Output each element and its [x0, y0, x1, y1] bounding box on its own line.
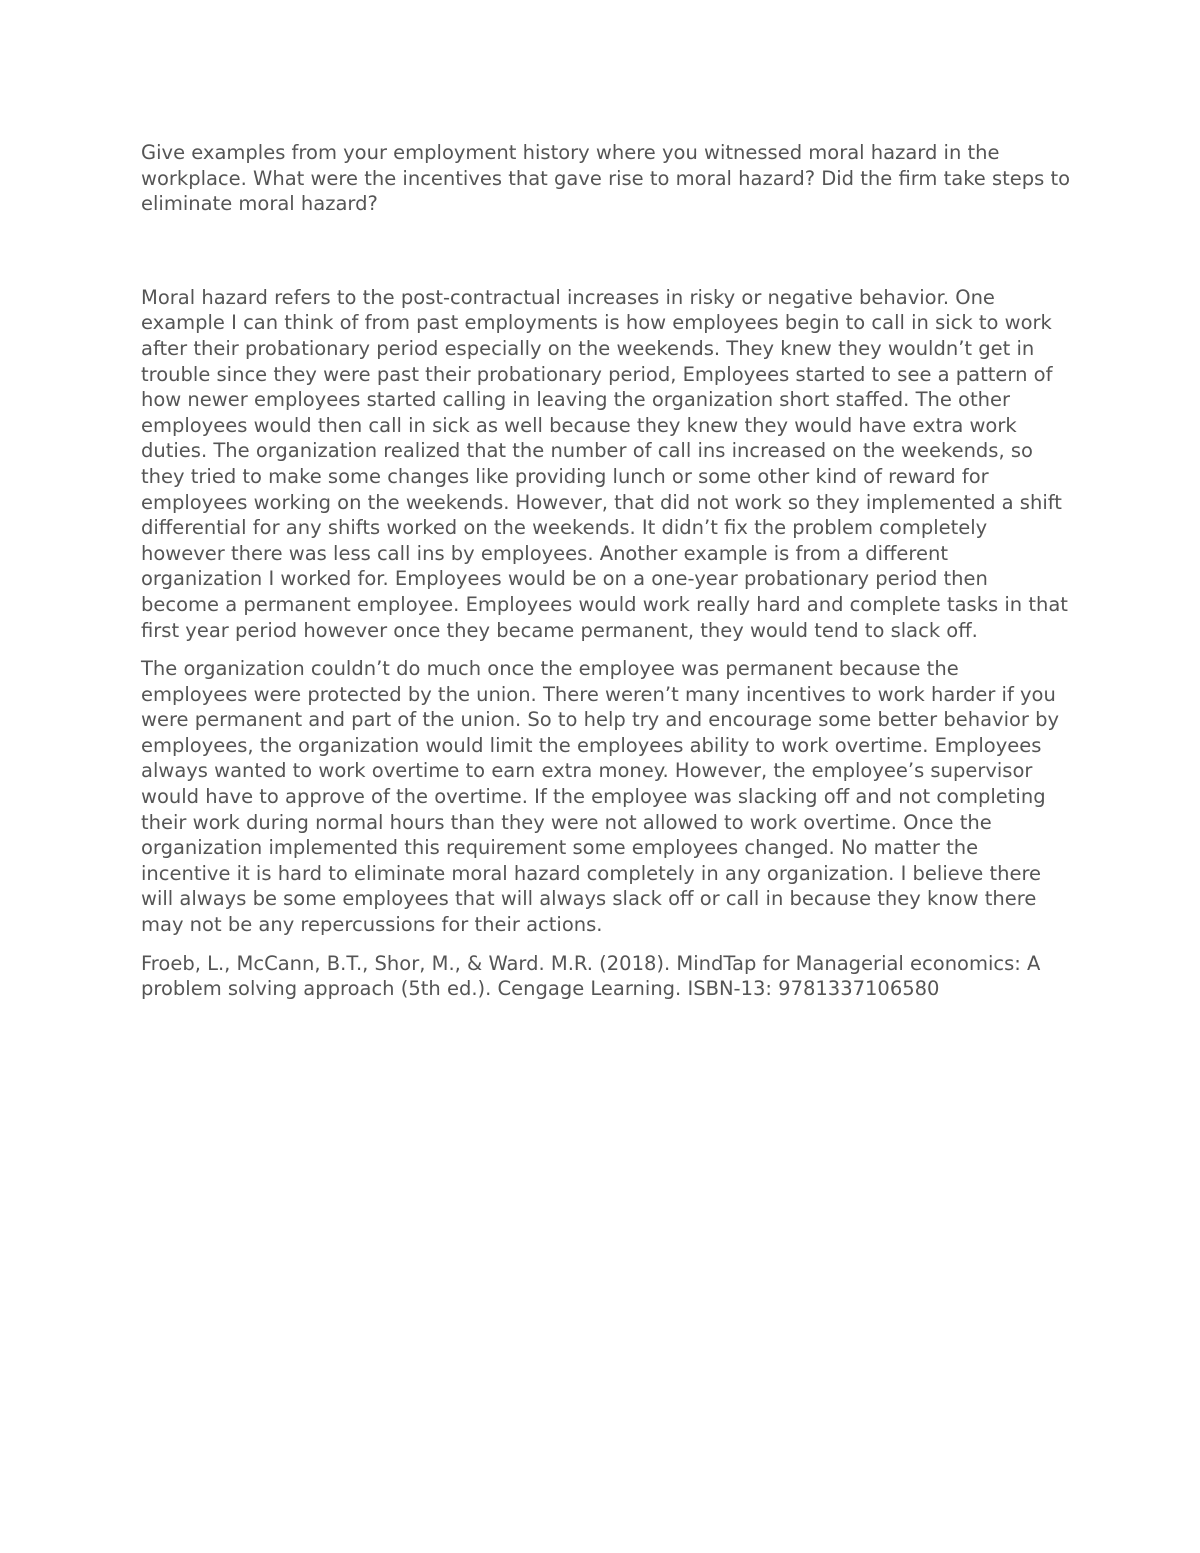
answer-paragraph-2: The organization couldn’t do much once the employee was permanent because the employees were protected by the union. There weren’t many incentives to work harder if you were permanent and part of the union. So to help try and encourage some better behavior by employees, the organization would limit the employees ability to work overtime. Employees always wanted to work overtime to earn extra money. However, the employee’s supervisor would have to approve of the overtime. If the employee was slacking off and not completing their work during normal hours than they were not allowed to work overtime. Once the organization implemented this requirement some employees changed. No matter the incentive it is hard to eliminate moral hazard completely in any organization. I believe there will always be some employees that will always slack off or call in because they know there may not be any repercussions for their actions. — [141, 657, 1060, 937]
answer-paragraph-1: Moral hazard refers to the post-contractual increases in risky or negative behavior. One example I can think of from past employments is how employees begin to call in sick to work after their probationary period especially on the weekends. They knew they wouldn’t get in trouble since they were past their probationary period, Employees started to see a pattern of how newer employees started calling in leaving the organization short staffed. The other employees would then call in sick as well because they knew they would have extra work duties. The organization realized that the number of call ins increased on the weekends, so they tried to make some changes like providing lunch or some other kind of reward for employees working on the weekends. However, that did not work so they implemented a shift differential for any shifts worked on the weekends. It didn’t fix the problem completely however there was less call ins by employees. Another example is from a different organization I worked for. Employees would be on a one-year probationary period then become a permanent employee. Employees would work really hard and complete tasks in that first year period however once they became permanent, they would tend to slack off. — [141, 285, 1068, 642]
reference-citation: Froeb, L., McCann, B.T., Shor, M., & Ward. M.R. (2018). MindTap for Managerial economics: A problem solving approach (5th ed.). Cengage Learning. ISBN-13: 9781337106580 — [141, 951, 1041, 1001]
question-prompt: Give examples from your employment history where you witnessed moral hazard in the workplace. What were the incentives that gave rise to moral hazard? Did the firm take steps to eliminate moral hazard? — [141, 141, 1071, 216]
document-body — [141, 140, 1071, 1002]
